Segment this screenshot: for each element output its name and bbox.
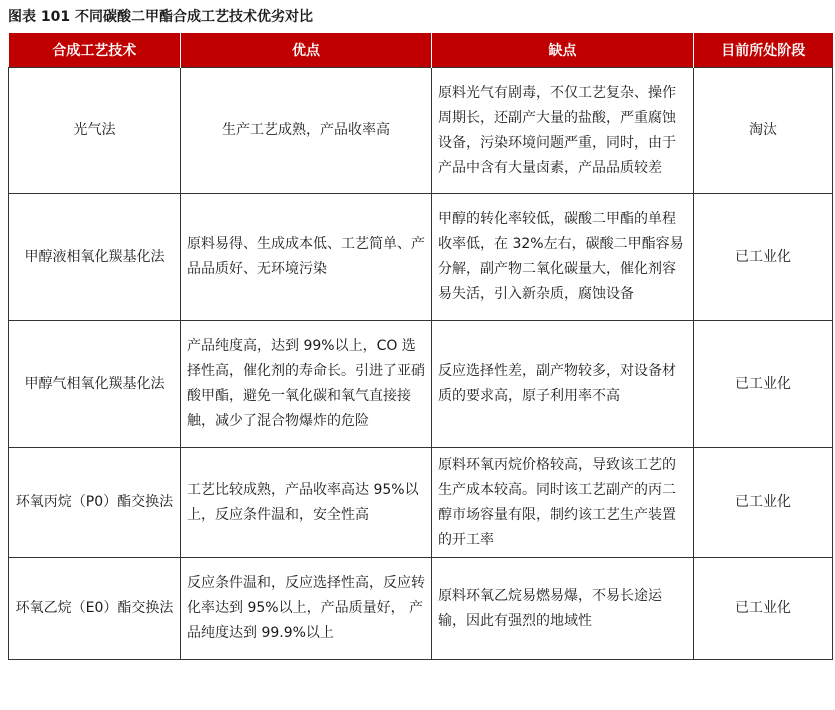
table-row (9, 558, 833, 660)
cell-cons: 原料环氧乙烷易燃易爆，不易长途运输，因此有强烈的地域性 (432, 558, 694, 660)
cell-stage: 已工业化 (694, 558, 833, 660)
cell-pros: 生产工艺成熟，产品收率高 (181, 68, 432, 194)
cell-tech: 环氧丙烷（P0）酯交换法 (9, 448, 181, 558)
table-row (9, 321, 833, 448)
cell-pros: 产品纯度高，达到 99%以上，CO 选择性高，催化剂的寿命长。引进了亚硝酸甲酯，避免一氧化碳和氧气直接接触，减少了混合物爆炸的危险 (181, 321, 432, 448)
cell-stage: 已工业化 (694, 448, 833, 558)
cell-stage: 淘汰 (694, 68, 833, 194)
header-cons: 缺点 (432, 33, 694, 68)
header-tech: 合成工艺技术 (9, 33, 181, 68)
cell-stage: 已工业化 (694, 321, 833, 448)
cell-tech: 光气法 (9, 68, 181, 194)
figure-title: 图表 101 不同碳酸二甲酯合成工艺技术优劣对比 (8, 9, 313, 25)
cell-stage: 已工业化 (694, 194, 833, 321)
cell-cons: 甲醇的转化率较低，碳酸二甲酯的单程收率低，在 32%左右，碳酸二甲酯容易分解，副产物二氧化碳量大，催化剂容易失活，引入新杂质，腐蚀设备 (432, 194, 694, 321)
cell-cons: 原料光气有剧毒，不仅工艺复杂、操作周期长，还副产大量的盐酸，严重腐蚀设备，污染环境问题严重，同时，由于产品中含有大量卤素，产品品质较差 (432, 68, 694, 194)
table-row (9, 194, 833, 321)
cell-tech: 甲醇气相氧化羰基化法 (9, 321, 181, 448)
table-row (9, 448, 833, 558)
cell-cons: 原料环氧丙烷价格较高，导致该工艺的生产成本较高。同时该工艺副产的丙二醇市场容量有限，制约该工艺生产装置的开工率 (432, 448, 694, 558)
cell-cons: 反应选择性差，副产物较多，对设备材质的要求高，原子利用率不高 (432, 321, 694, 448)
table-header-row (9, 33, 833, 68)
cell-tech: 环氧乙烷（E0）酯交换法 (9, 558, 181, 660)
comparison-table (8, 33, 833, 660)
cell-pros: 反应条件温和，反应选择性高，反应转化率达到 95%以上，产品质量好， 产品纯度达到 99.9%以上 (181, 558, 432, 660)
table-row (9, 68, 833, 194)
header-stage: 目前所处阶段 (694, 33, 833, 68)
cell-pros: 工艺比较成熟，产品收率高达 95%以上，反应条件温和，安全性高 (181, 448, 432, 558)
cell-tech: 甲醇液相氧化羰基化法 (9, 194, 181, 321)
header-pros: 优点 (181, 33, 432, 68)
cell-pros: 原料易得、生成成本低、工艺简单、产品品质好、无环境污染 (181, 194, 432, 321)
